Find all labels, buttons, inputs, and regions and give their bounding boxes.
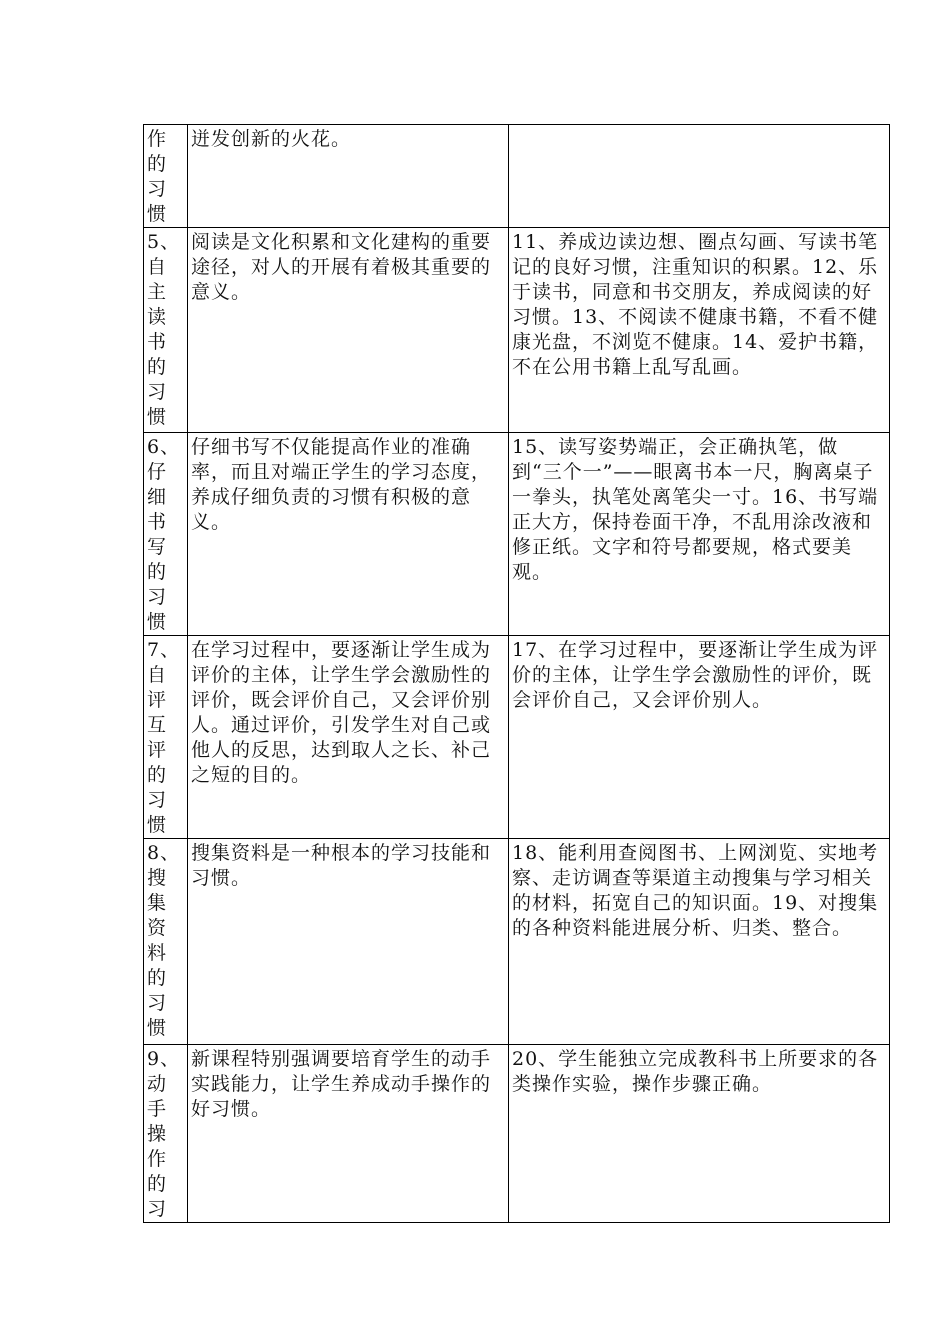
habit-requirements-cell — [509, 1045, 890, 1223]
habit-requirements-cell — [509, 125, 890, 228]
habit-requirements: 18、能利用查阅图书、上网浏览、实地考察、走访调查等渠道主动搜集与学习相关的材料，拓宽自己的知识面。19、对搜集的各种资料能进展分析、归类、整合。 — [512, 842, 879, 939]
habit-requirements: 15、读写姿势端正，会正确执笔，做到“三个一”——眼离书本一尺，胸离桌子一拳头，执笔处离笔尖一寸。16、书写端正大方，保持卷面干净，不乱用涂改液和修正纸。文字和符号都要规，格式要美观。 — [512, 436, 879, 583]
habits-table — [143, 124, 890, 1223]
habit-meaning-cell — [188, 433, 509, 636]
habit-meaning: 搜集资料是一种根本的学习技能和习惯。 — [191, 842, 492, 889]
habit-meaning: 阅读是文化积累和文化建构的重要途径，对人的开展有着极其重要的意义。 — [191, 231, 492, 303]
habit-title-cell — [144, 636, 188, 839]
table-row — [144, 125, 890, 228]
habit-title: 5、 自 主 读 书 的 习 惯 — [147, 231, 181, 428]
habit-title-cell — [144, 1045, 188, 1223]
habit-requirements: 20、学生能独立完成教科书上所要求的各类操作实验，操作步骤正确。 — [512, 1048, 879, 1095]
table-row — [144, 1045, 890, 1223]
habit-requirements: 17、在学习过程中，要逐渐让学生成为评价的主体，让学生学会激励性的评价，既会评价自己，又会评价别人。 — [512, 639, 879, 711]
habit-title-cell — [144, 839, 188, 1045]
habit-meaning: 新课程特别强调要培育学生的动手实践能力，让学生养成动手操作的好习惯。 — [191, 1048, 492, 1120]
habit-title: 9、 动 手 操 作 的 习 — [147, 1048, 181, 1220]
habit-title: 8、 搜 集 资 料 的 习 惯 — [147, 842, 181, 1039]
habit-title: 6、 仔 细 书 写 的 习 惯 — [147, 436, 181, 633]
habit-meaning: 在学习过程中，要逐渐让学生成为评价的主体，让学生学会激励性的评价，既会评价自己，又会评价别人。通过评价，引发学生对自己或他人的反思，达到取人之长、补己之短的目的。 — [191, 639, 492, 786]
habit-meaning-cell — [188, 125, 509, 228]
habit-meaning-cell — [188, 1045, 509, 1223]
habit-meaning-cell — [188, 636, 509, 839]
habit-title-cell — [144, 125, 188, 228]
habit-requirements-cell — [509, 636, 890, 839]
table-row — [144, 433, 890, 636]
habit-title-cell — [144, 228, 188, 433]
table-row — [144, 636, 890, 839]
habit-requirements-cell — [509, 228, 890, 433]
habit-meaning-cell — [188, 228, 509, 433]
table-row — [144, 228, 890, 433]
habit-requirements-cell — [509, 433, 890, 636]
habit-meaning: 仔细书写不仅能提高作业的准确率，而且对端正学生的学习态度，养成仔细负责的习惯有积极的意义。 — [191, 436, 492, 533]
table-row — [144, 839, 890, 1045]
habit-requirements-cell — [509, 839, 890, 1045]
habit-title: 7、 自 评 互 评 的 习 惯 — [147, 639, 181, 836]
habit-meaning-cell — [188, 839, 509, 1045]
habit-title: 作 的 习 惯 — [147, 128, 168, 225]
habit-requirements: 11、养成边读边想、圈点勾画、写读书笔记的良好习惯，注重知识的积累。12、乐于读书，同意和书交朋友，养成阅读的好习惯。13、不阅读不健康书籍，不看不健康光盘，不浏览不健康。14、爱护书籍，不在公用书籍上乱写乱画。 — [512, 231, 879, 378]
habit-meaning: 迸发创新的火花。 — [191, 128, 352, 150]
habit-title-cell — [144, 433, 188, 636]
